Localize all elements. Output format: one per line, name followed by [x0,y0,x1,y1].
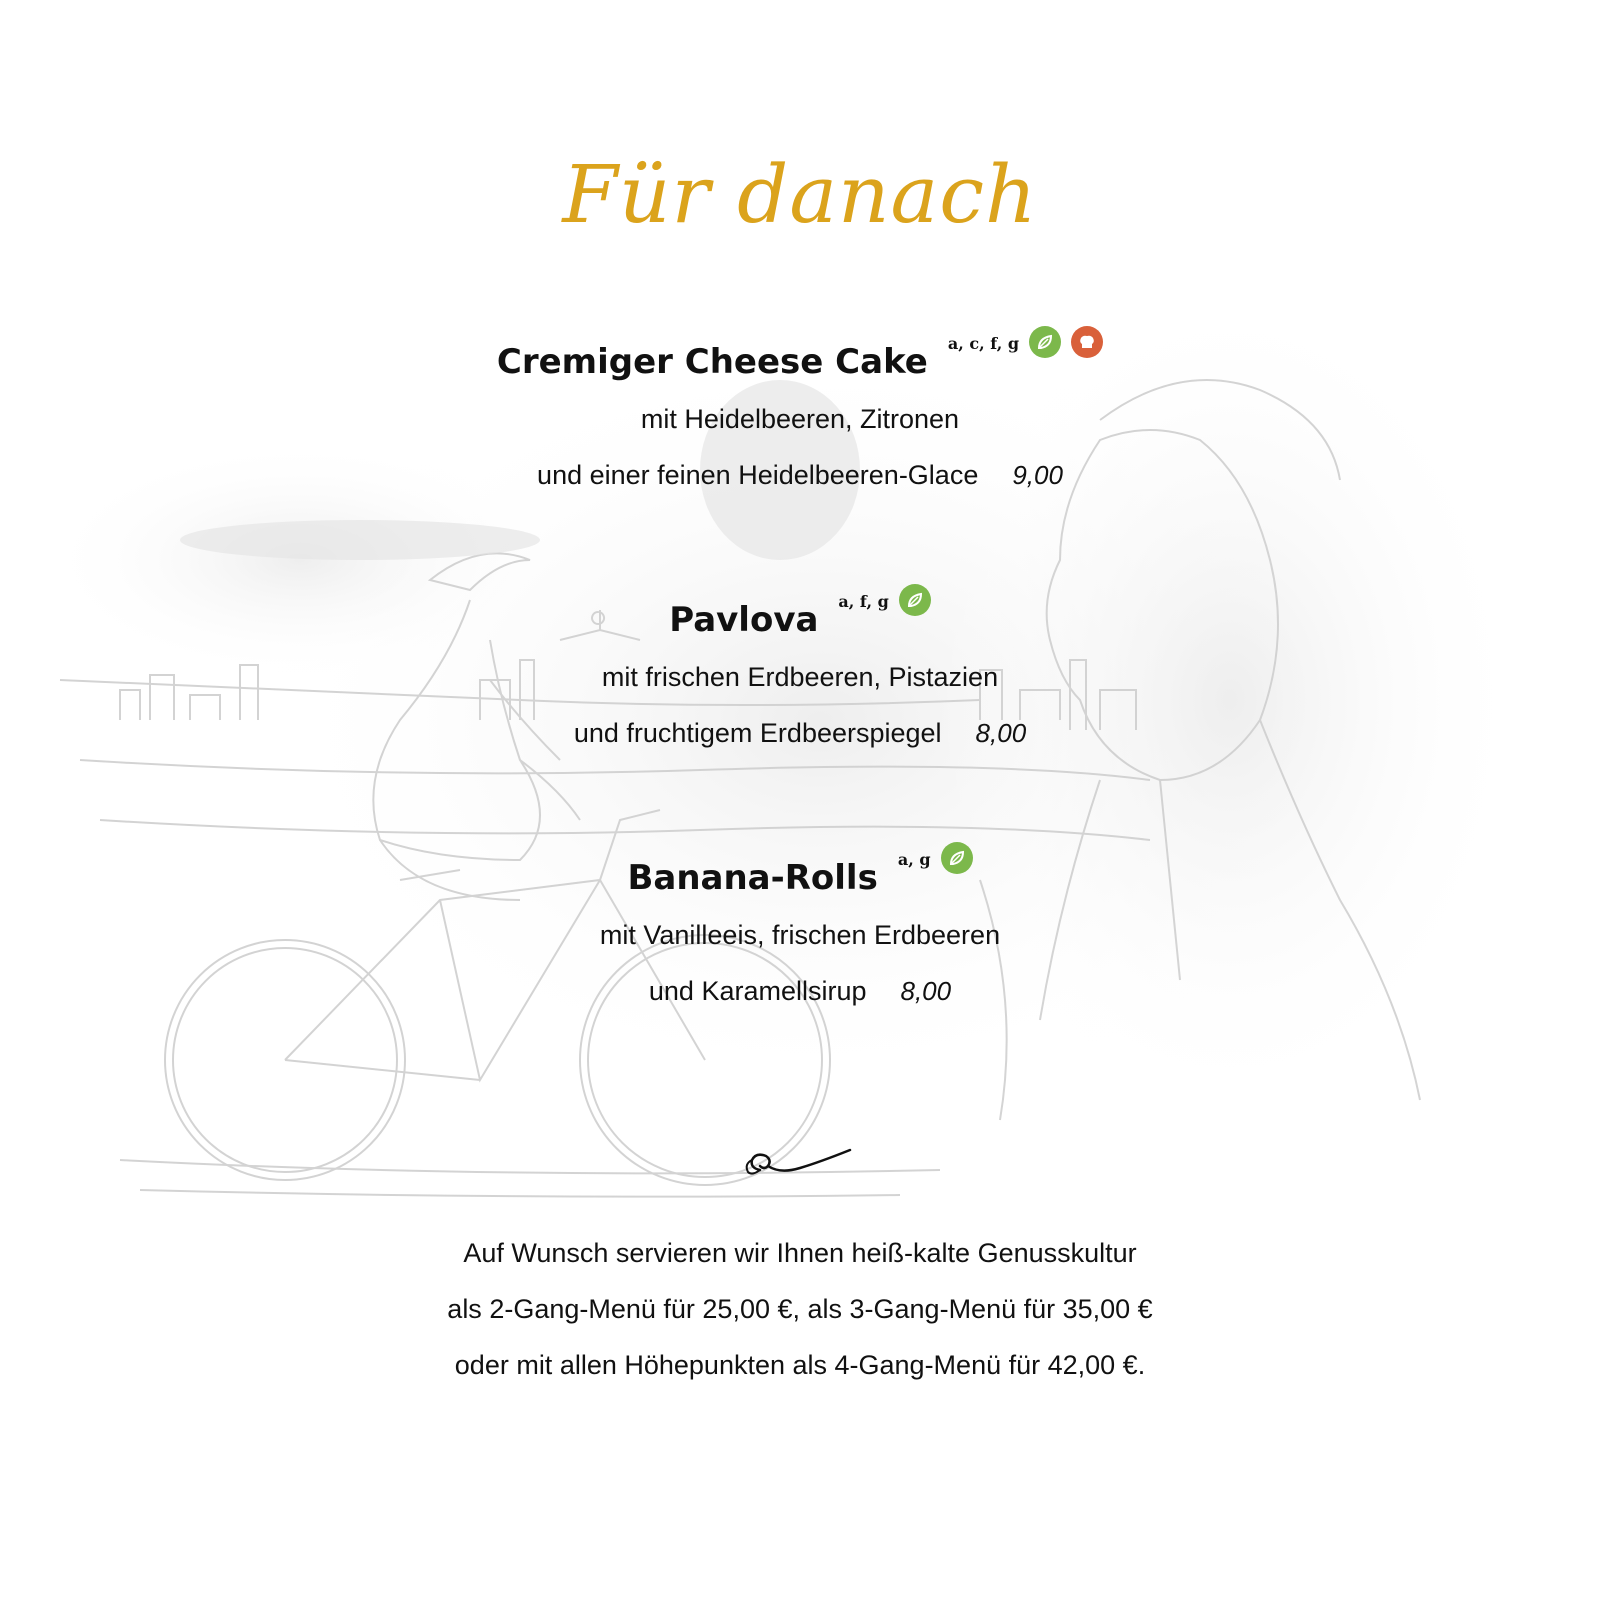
vegetarian-leaf-icon [941,842,973,874]
allergen-codes: a, c, f, g [947,334,1020,353]
dish-description-line1: mit Heidelbeeren, Zitronen [640,404,960,434]
allergen-codes: a, f, g [838,592,889,611]
dish-description-text: und einer feinen Heidelbeeren-Glace [537,460,979,490]
dish-price: 8,00 [975,718,1027,748]
dish-description-line1: mit Vanilleeis, frischen Erdbeeren [599,920,1001,950]
dish-name: Cremiger Cheese Cake [496,342,928,382]
dish-header-cheese-cake [0,334,1600,382]
dish-description-line2 [0,976,1600,1007]
dish-header-banana-rolls [0,850,1600,898]
menu-title: Für danach [562,148,1038,241]
dish-description-line2 [0,460,1600,491]
allergen-codes: a, g [897,850,931,869]
dish-price: 8,00 [900,976,952,1006]
dish-name: Banana-Rolls [627,858,878,898]
vegetarian-leaf-icon [899,584,931,616]
footer-line-2: als 2-Gang-Menü für 25,00 €, als 3-Gang-Menü für 35,00 € [447,1294,1153,1324]
footer-line-1: Auf Wunsch servieren wir Ihnen heiß-kalte Genusskultur [463,1238,1137,1268]
footer-line-3: oder mit allen Höhepunkten als 4-Gang-Menü für 42,00 €. [454,1350,1146,1380]
dish-description-text: und Karamellsirup [648,976,867,1006]
chef-hat-icon [1071,326,1103,358]
dish-description-line1: mit frischen Erdbeeren, Pistazien [601,662,999,692]
dish-header-pavlova [0,592,1600,640]
flourish-ornament-icon [740,1140,860,1190]
dish-description-line2 [0,718,1600,749]
dish-name: Pavlova [669,600,819,640]
dish-price: 9,00 [1012,460,1063,490]
vegetarian-leaf-icon [1029,326,1061,358]
dish-description-text: und fruchtigem Erdbeerspiegel [573,718,942,748]
